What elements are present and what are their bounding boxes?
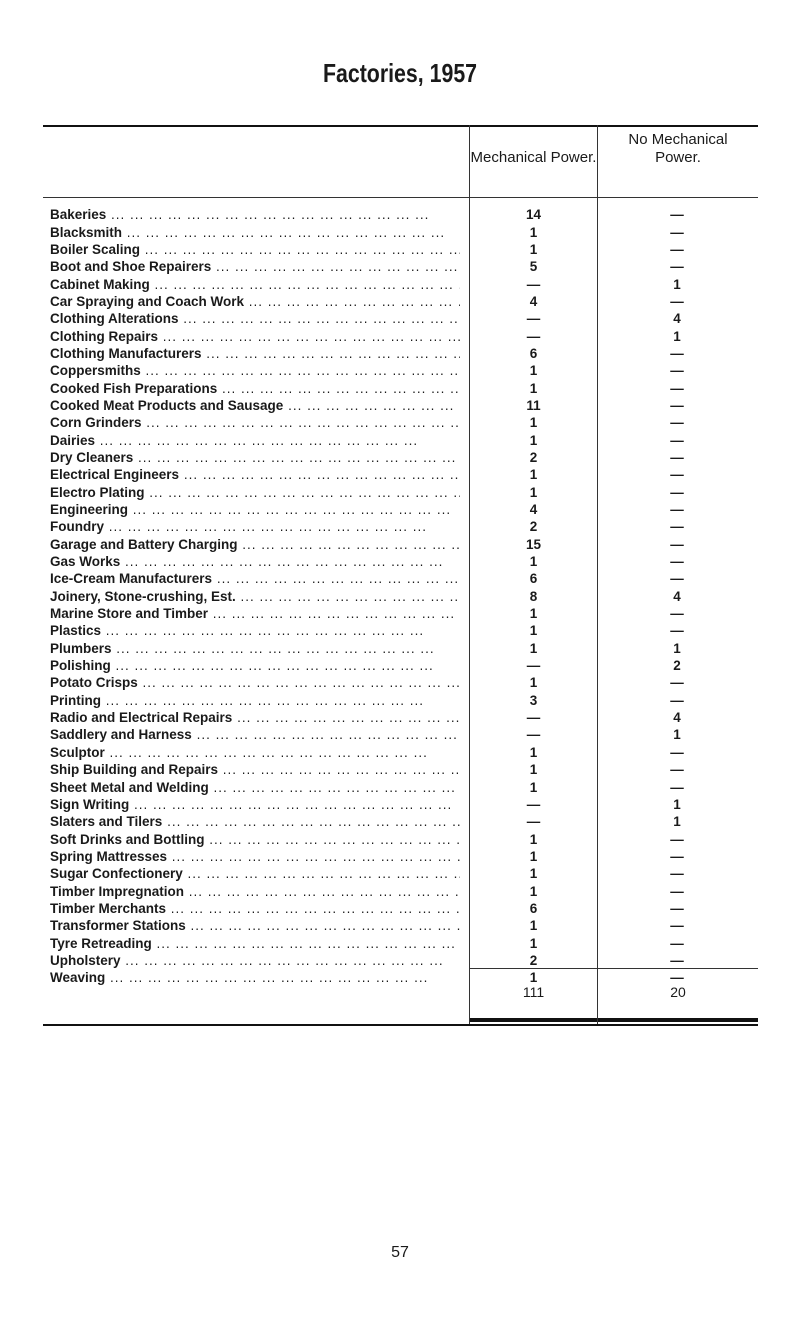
total-double-rule <box>470 1018 597 1022</box>
no-mechanical-count: — <box>670 554 684 570</box>
table-row <box>50 882 758 899</box>
table-row <box>50 848 758 865</box>
no-mechanical-count: — <box>670 241 684 257</box>
no-mechanical-count: — <box>670 484 684 500</box>
no-mechanical-count: — <box>670 519 684 535</box>
mechanical-count: 1 <box>529 883 538 899</box>
table-row <box>50 345 758 362</box>
trade-name: Foundry ... . <box>50 519 460 534</box>
no-mechanical-count: — <box>670 866 684 882</box>
table-row <box>50 744 758 761</box>
mechanical-count: 5 <box>529 259 538 275</box>
no-mechanical-count: 1 <box>673 727 681 743</box>
trade-name: Electro Plating ... . <box>50 485 460 500</box>
mechanical-count: 4 <box>529 293 538 309</box>
trade-name: Upholstery ... . <box>50 953 460 968</box>
mechanical-count: 1 <box>529 675 538 691</box>
trade-name: Plumbers ... . <box>50 641 460 656</box>
trade-name: Sheet Metal and Welding ... . <box>50 780 460 795</box>
no-mechanical-count: 4 <box>673 311 681 327</box>
no-mechanical-count: — <box>670 467 684 483</box>
trade-name: Dry Cleaners ... . <box>50 450 460 465</box>
mechanical-count: 2 <box>529 519 538 535</box>
no-mechanical-count: — <box>670 692 684 708</box>
mechanical-count: 1 <box>529 848 538 864</box>
table-row <box>50 275 758 292</box>
trade-name: Coppersmiths ... . <box>50 363 460 378</box>
no-mechanical-count: — <box>670 848 684 864</box>
no-mechanical-count: 1 <box>673 640 681 656</box>
mechanical-count: 14 <box>525 207 542 223</box>
mechanical-count: 1 <box>529 744 538 760</box>
trade-name: Transformer Stations ... . <box>50 918 460 933</box>
table-row <box>50 431 758 448</box>
no-mechanical-count: — <box>670 779 684 795</box>
table-row <box>50 934 758 951</box>
mechanical-count: 3 <box>529 692 538 708</box>
table-row <box>50 830 758 847</box>
table-row <box>50 917 758 934</box>
mechanical-count: — <box>526 727 541 743</box>
mechanical-count: 6 <box>529 900 538 916</box>
trade-name: Sculptor ... . <box>50 745 460 760</box>
no-mechanical-count: 4 <box>673 588 681 604</box>
mechanical-count: 1 <box>529 640 538 656</box>
no-mechanical-count: — <box>670 935 684 951</box>
mechanical-count: — <box>526 276 541 292</box>
no-mechanical-count: — <box>670 380 684 396</box>
table-top-rule <box>43 125 758 127</box>
table-row <box>50 536 758 553</box>
table-row <box>50 761 758 778</box>
no-mechanical-count: — <box>670 831 684 847</box>
total-no-mechanical: 20 <box>670 984 686 1000</box>
trade-name: Tyre Retreading ... . <box>50 936 460 951</box>
column-header-no-mechanical-text: No Mechanical Power. <box>628 131 728 166</box>
mechanical-count: 1 <box>529 831 538 847</box>
trade-name: Bakeries ... . <box>50 207 460 222</box>
table-row <box>50 397 758 414</box>
table-row <box>50 518 758 535</box>
trade-name: Printing ... . <box>50 693 460 708</box>
trade-name: Dairies ... . <box>50 433 460 448</box>
table-row <box>50 657 758 674</box>
no-mechanical-count: — <box>670 606 684 622</box>
trade-name: Radio and Electrical Repairs ... . <box>50 710 460 725</box>
mechanical-count: — <box>526 311 541 327</box>
table-row <box>50 622 758 639</box>
table-row <box>50 778 758 795</box>
no-mechanical-count: — <box>670 536 684 552</box>
mechanical-count: 1 <box>529 762 538 778</box>
no-mechanical-count: — <box>670 259 684 275</box>
mechanical-count: 1 <box>529 918 538 934</box>
trade-name: Timber Impregnation ... . <box>50 884 460 899</box>
table-row <box>50 327 758 344</box>
trade-name: Sugar Confectionery ... . <box>50 866 460 881</box>
mechanical-count: 15 <box>525 536 542 552</box>
trade-name: Gas Works ... . <box>50 554 460 569</box>
no-mechanical-count: — <box>670 293 684 309</box>
table-row <box>50 588 758 605</box>
mechanical-count: 1 <box>529 415 538 431</box>
trade-name: Potato Crisps ... . <box>50 675 460 690</box>
mechanical-count: 4 <box>529 502 538 518</box>
no-mechanical-count: — <box>670 900 684 916</box>
table-row <box>50 362 758 379</box>
mechanical-count: 1 <box>529 224 538 240</box>
trade-name: Saddlery and Harness ... . <box>50 727 460 742</box>
trade-name: Boiler Scaling ... . <box>50 242 460 257</box>
table-row <box>50 674 758 691</box>
total-mechanical: 111 <box>522 984 545 1000</box>
table-row <box>50 900 758 917</box>
table-row <box>50 258 758 275</box>
mechanical-count: — <box>526 658 541 674</box>
mechanical-count: 1 <box>529 554 538 570</box>
trade-name: Cooked Meat Products and Sausage ... . <box>50 398 460 413</box>
no-mechanical-count: — <box>670 415 684 431</box>
mechanical-count: 8 <box>529 588 538 604</box>
trade-name: Slaters and Tilers ... . <box>50 814 460 829</box>
trade-name: Ship Building and Repairs ... . <box>50 762 460 777</box>
mechanical-count: 11 <box>526 397 541 413</box>
mechanical-count: — <box>526 814 541 830</box>
total-rule <box>598 968 758 969</box>
no-mechanical-count: — <box>670 363 684 379</box>
table-row <box>50 813 758 830</box>
mechanical-count: 2 <box>529 449 538 465</box>
table-row <box>50 501 758 518</box>
no-mechanical-count: 1 <box>673 328 681 344</box>
no-mechanical-count: 2 <box>673 658 681 674</box>
table-row <box>50 570 758 587</box>
trade-name: Polishing ... . <box>50 658 460 673</box>
trade-name: Plastics ... . <box>50 623 460 638</box>
trade-name: Timber Merchants ... . <box>50 901 460 916</box>
trade-name: Clothing Manufacturers ... . <box>50 346 460 361</box>
page-title: Factories, 1957 <box>322 58 478 88</box>
mechanical-count: 6 <box>529 345 538 361</box>
no-mechanical-count: — <box>670 432 684 448</box>
no-mechanical-count: — <box>670 883 684 899</box>
mechanical-count: 2 <box>529 952 538 968</box>
table-row <box>50 223 758 240</box>
no-mechanical-count: — <box>670 571 684 587</box>
no-mechanical-count: — <box>670 623 684 639</box>
trade-name: Boot and Shoe Repairers ... . <box>50 259 460 274</box>
no-mechanical-count: — <box>670 918 684 934</box>
mechanical-count: 6 <box>529 571 538 587</box>
trade-name: Electrical Engineers ... . <box>50 467 460 482</box>
header-rule <box>43 197 758 198</box>
table-row <box>50 692 758 709</box>
no-mechanical-count: — <box>670 397 684 413</box>
no-mechanical-count: — <box>670 744 684 760</box>
table-row <box>50 466 758 483</box>
factory-table <box>50 206 758 986</box>
trade-name: Clothing Repairs ... . <box>50 329 460 344</box>
trade-name: Weaving ... . <box>50 970 460 985</box>
no-mechanical-count: — <box>670 449 684 465</box>
total-rule <box>470 968 597 969</box>
mechanical-count: 1 <box>529 484 538 500</box>
mechanical-count: 1 <box>529 935 538 951</box>
no-mechanical-count: 1 <box>673 814 681 830</box>
table-row <box>50 709 758 726</box>
no-mechanical-count: — <box>670 224 684 240</box>
column-header-no-mechanical <box>598 131 758 167</box>
trade-name: Cooked Fish Preparations ... . <box>50 381 460 396</box>
no-mechanical-count: — <box>670 970 684 986</box>
total-double-rule <box>598 1018 758 1022</box>
trade-name: Engineering ... . <box>50 502 460 517</box>
trade-name: Corn Grinders ... . <box>50 415 460 430</box>
table-row <box>50 796 758 813</box>
trade-name: Soft Drinks and Bottling ... . <box>50 832 460 847</box>
mechanical-count: 1 <box>529 467 538 483</box>
no-mechanical-count: — <box>670 762 684 778</box>
no-mechanical-count: — <box>670 952 684 968</box>
table-row <box>50 379 758 396</box>
mechanical-count: 1 <box>529 606 538 622</box>
mechanical-count: — <box>526 328 541 344</box>
no-mechanical-count: 4 <box>673 710 681 726</box>
table-row <box>50 865 758 882</box>
mechanical-count: 1 <box>529 363 538 379</box>
no-mechanical-count: — <box>670 345 684 361</box>
trade-name: Ice-Cream Manufacturers ... . <box>50 571 460 586</box>
table-row <box>50 241 758 258</box>
table-row <box>50 553 758 570</box>
trade-name: Cabinet Making ... . <box>50 277 460 292</box>
trade-name: Joinery, Stone-crushing, Est. ... . <box>50 589 460 604</box>
trade-name: Sign Writing ... . <box>50 797 460 812</box>
no-mechanical-count: 1 <box>673 796 681 812</box>
table-row <box>50 449 758 466</box>
trade-name: Blacksmith ... . <box>50 225 460 240</box>
mechanical-count: 1 <box>529 241 538 257</box>
table-row <box>50 605 758 622</box>
table-row <box>50 640 758 657</box>
table-row <box>50 484 758 501</box>
table-row <box>50 310 758 327</box>
mechanical-count: 1 <box>529 970 538 986</box>
page-number: 57 <box>391 1244 409 1261</box>
table-row <box>50 293 758 310</box>
mechanical-count: — <box>526 796 541 812</box>
mechanical-count: 1 <box>529 779 538 795</box>
no-mechanical-count: — <box>670 675 684 691</box>
trade-name: Marine Store and Timber ... . <box>50 606 460 621</box>
table-bottom-rule <box>43 1024 758 1026</box>
trade-name: Car Spraying and Coach Work ... . <box>50 294 460 309</box>
mechanical-count: 1 <box>529 623 538 639</box>
mechanical-count: — <box>526 710 541 726</box>
table-row <box>50 726 758 743</box>
mechanical-count: 1 <box>529 866 538 882</box>
table-row <box>50 206 758 223</box>
mechanical-count: 1 <box>529 432 538 448</box>
no-mechanical-count: 1 <box>673 276 681 292</box>
trade-name: Clothing Alterations ... . <box>50 311 460 326</box>
trade-name: Garage and Battery Charging ... . <box>50 537 460 552</box>
no-mechanical-count: — <box>670 207 684 223</box>
table-row <box>50 414 758 431</box>
trade-name: Spring Mattresses ... . <box>50 849 460 864</box>
no-mechanical-count: — <box>670 502 684 518</box>
table-row <box>50 952 758 969</box>
column-header-mechanical: Mechanical Power. <box>470 149 597 166</box>
mechanical-count: 1 <box>529 380 538 396</box>
